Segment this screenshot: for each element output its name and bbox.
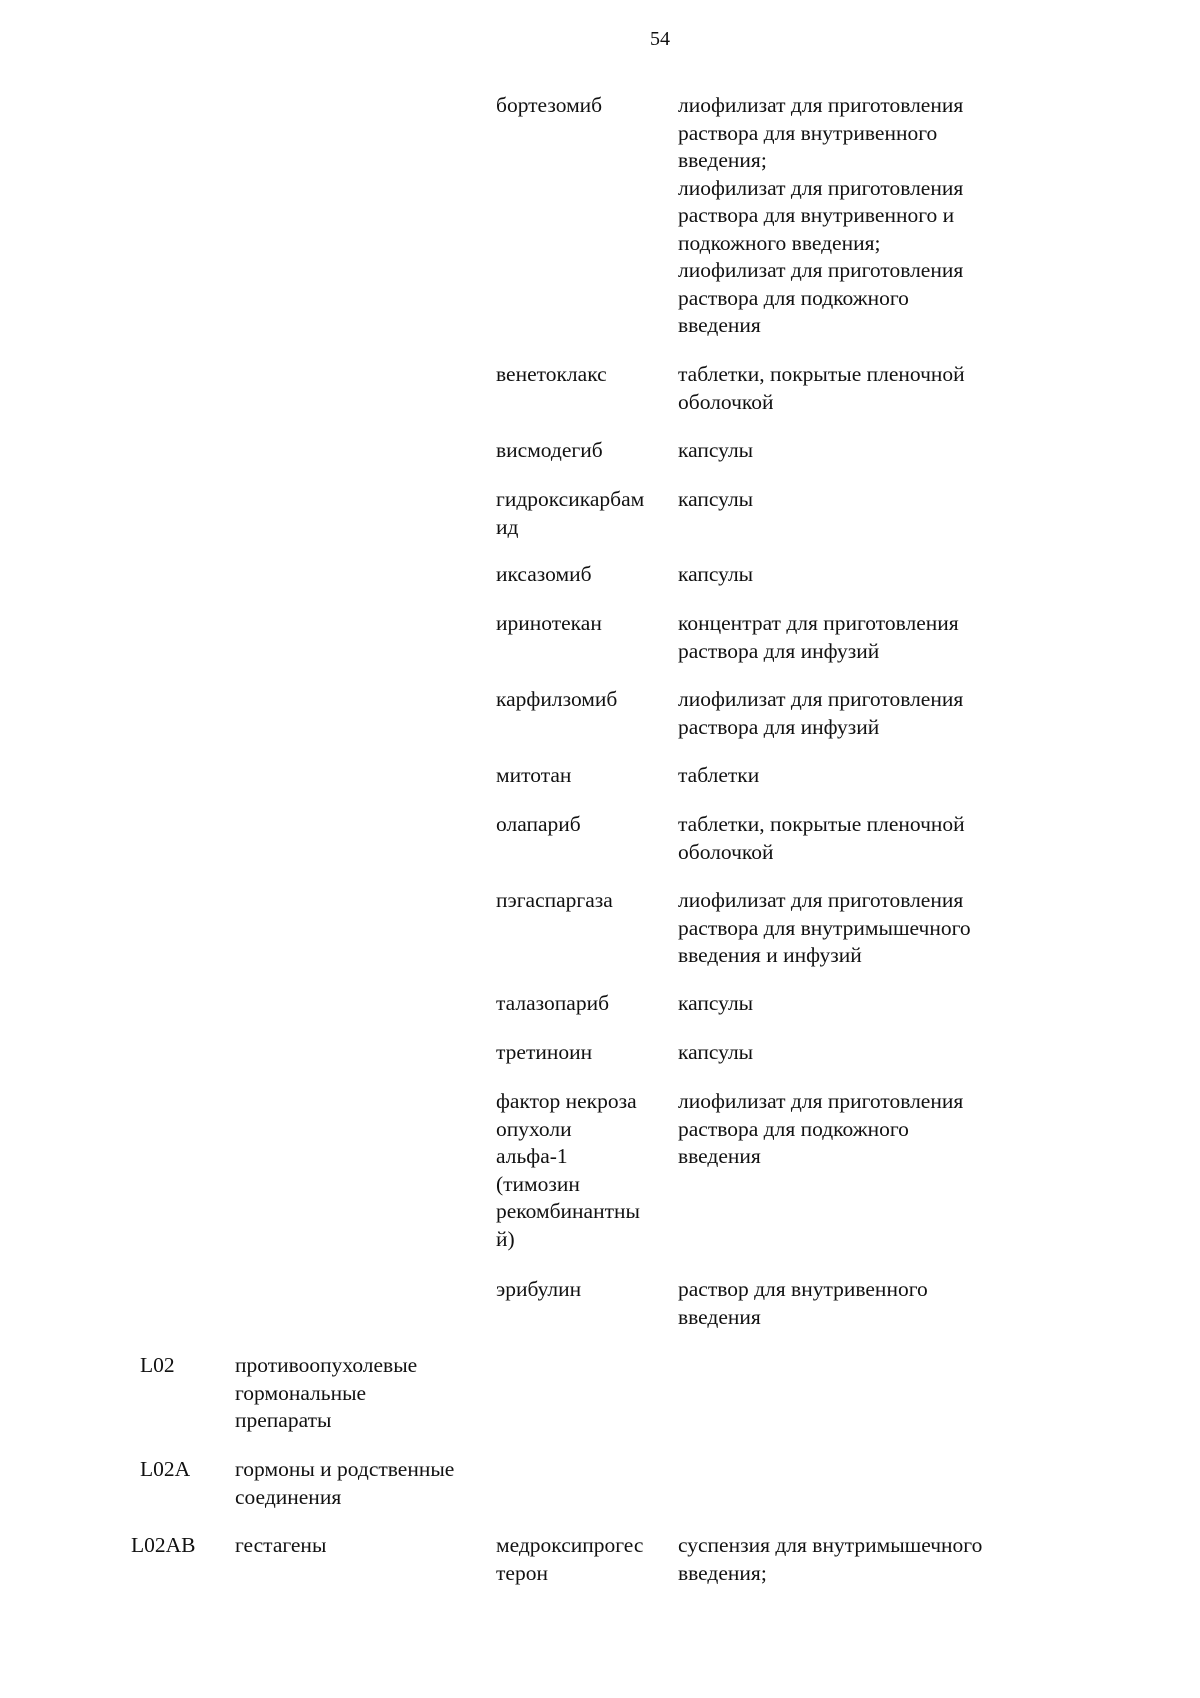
drug-name: эрибулин — [496, 1277, 582, 1301]
drug-name: карфилзомиб — [496, 687, 618, 711]
atc-group-name: гормоны и родственные соединения — [235, 1457, 455, 1509]
drug-name: третиноин — [496, 1040, 593, 1064]
atc-group-name: гестагены — [235, 1533, 327, 1557]
dosage-form: капсулы — [678, 487, 754, 511]
drug-name: иксазомиб — [496, 562, 592, 586]
drug-name: медроксипрогес терон — [496, 1533, 644, 1585]
dosage-form: капсулы — [678, 1040, 754, 1064]
drug-name: иринотекан — [496, 611, 602, 635]
atc-code: L02AB — [131, 1533, 196, 1557]
dosage-form: таблетки, покрытые пленочной оболочкой — [678, 362, 965, 414]
atc-code: L02 — [140, 1353, 175, 1377]
drug-name: гидроксикарбам ид — [496, 487, 645, 539]
dosage-form: таблетки — [678, 763, 760, 787]
drug-name: талазопариб — [496, 991, 610, 1015]
drug-name: митотан — [496, 763, 572, 787]
dosage-form: суспензия для внутримышечного введения; — [678, 1533, 983, 1585]
atc-code: L02A — [140, 1457, 191, 1481]
dosage-form: концентрат для приготовления раствора для инфузий — [678, 611, 959, 663]
dosage-form: лиофилизат для приготовления раствора для внутривенного введения; лиофилизат для приготовления раствора для внутривенного и подкожного введения; лиофилизат для приготовления раствора для подкожного введения — [678, 93, 964, 337]
drug-name: висмодегиб — [496, 438, 603, 462]
dosage-form: капсулы — [678, 562, 754, 586]
dosage-form: лиофилизат для приготовления раствора для подкожного введения — [678, 1089, 964, 1168]
dosage-form: лиофилизат для приготовления раствора для внутримышечного введения и инфузий — [678, 888, 971, 967]
atc-group-name: противоопухолевые гормональные препараты — [235, 1353, 418, 1432]
drug-name: пэгаспаргаза — [496, 888, 613, 912]
dosage-form: раствор для внутривенного введения — [678, 1277, 928, 1329]
page-number: 54 — [650, 28, 670, 50]
dosage-form: капсулы — [678, 438, 754, 462]
drug-name: фактор некроза опухоли альфа-1 (тимозин рекомбинантны й) — [496, 1089, 640, 1251]
dosage-form: капсулы — [678, 991, 754, 1015]
dosage-form: таблетки, покрытые пленочной оболочкой — [678, 812, 965, 864]
dosage-form: лиофилизат для приготовления раствора для инфузий — [678, 687, 964, 739]
drug-name: венетоклакс — [496, 362, 607, 386]
drug-name: олапариб — [496, 812, 581, 836]
drug-name: бортезомиб — [496, 93, 603, 117]
